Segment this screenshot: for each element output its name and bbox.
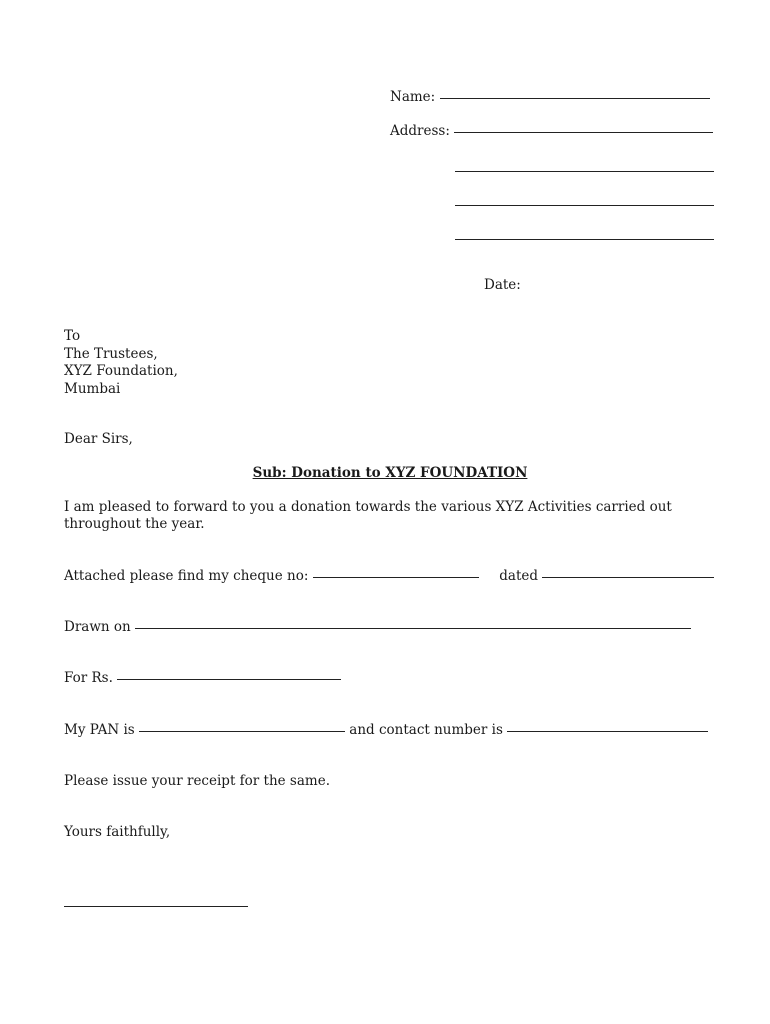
- address-blank-2[interactable]: [455, 171, 714, 172]
- name-blank[interactable]: [440, 98, 710, 99]
- address-blank-4[interactable]: [455, 239, 714, 240]
- cheque-row: [64, 568, 714, 584]
- recipient-line-trustees: The Trustees,: [64, 345, 158, 362]
- recipient-line-to: To: [64, 328, 81, 344]
- pan-blank[interactable]: [139, 731, 345, 732]
- pan-label: My PAN is: [64, 722, 135, 738]
- amount-row: [64, 670, 341, 686]
- recipient-line-foundation: XYZ Foundation,: [64, 363, 178, 379]
- name-row: [390, 89, 710, 105]
- drawn-on-label: Drawn on: [64, 619, 131, 635]
- signature-line[interactable]: [64, 906, 248, 907]
- dated-label: dated: [499, 568, 539, 584]
- address-blank-3[interactable]: [455, 205, 714, 206]
- amount-label: For Rs.: [64, 670, 113, 686]
- cheque-label: Attached please find my cheque no:: [64, 568, 309, 584]
- drawn-on-blank[interactable]: [135, 628, 691, 629]
- name-label: Name:: [390, 89, 436, 105]
- address-blank-1[interactable]: [454, 132, 713, 133]
- address-row: [390, 123, 713, 139]
- drawn-on-row: [64, 619, 691, 635]
- address-label: Address:: [390, 123, 450, 139]
- cheque-date-blank[interactable]: [542, 577, 714, 578]
- salutation: Dear Sirs,: [64, 431, 133, 447]
- closing: Yours faithfully,: [64, 824, 171, 840]
- recipient-address: [64, 328, 178, 398]
- subject-line: Sub: Donation to XYZ FOUNDATION: [252, 465, 528, 481]
- contact-label: and contact number is: [349, 722, 503, 738]
- pan-contact-row: [64, 722, 708, 738]
- amount-blank[interactable]: [117, 679, 341, 680]
- recipient-line-city: Mumbai: [64, 380, 121, 397]
- cheque-number-blank[interactable]: [313, 577, 479, 578]
- date-label: Date:: [484, 277, 521, 293]
- receipt-request: Please issue your receipt for the same.: [64, 773, 330, 789]
- intro-paragraph: I am pleased to forward to you a donation towards the various XYZ Activities carried out throughout the year.: [64, 499, 672, 532]
- contact-number-blank[interactable]: [507, 731, 708, 732]
